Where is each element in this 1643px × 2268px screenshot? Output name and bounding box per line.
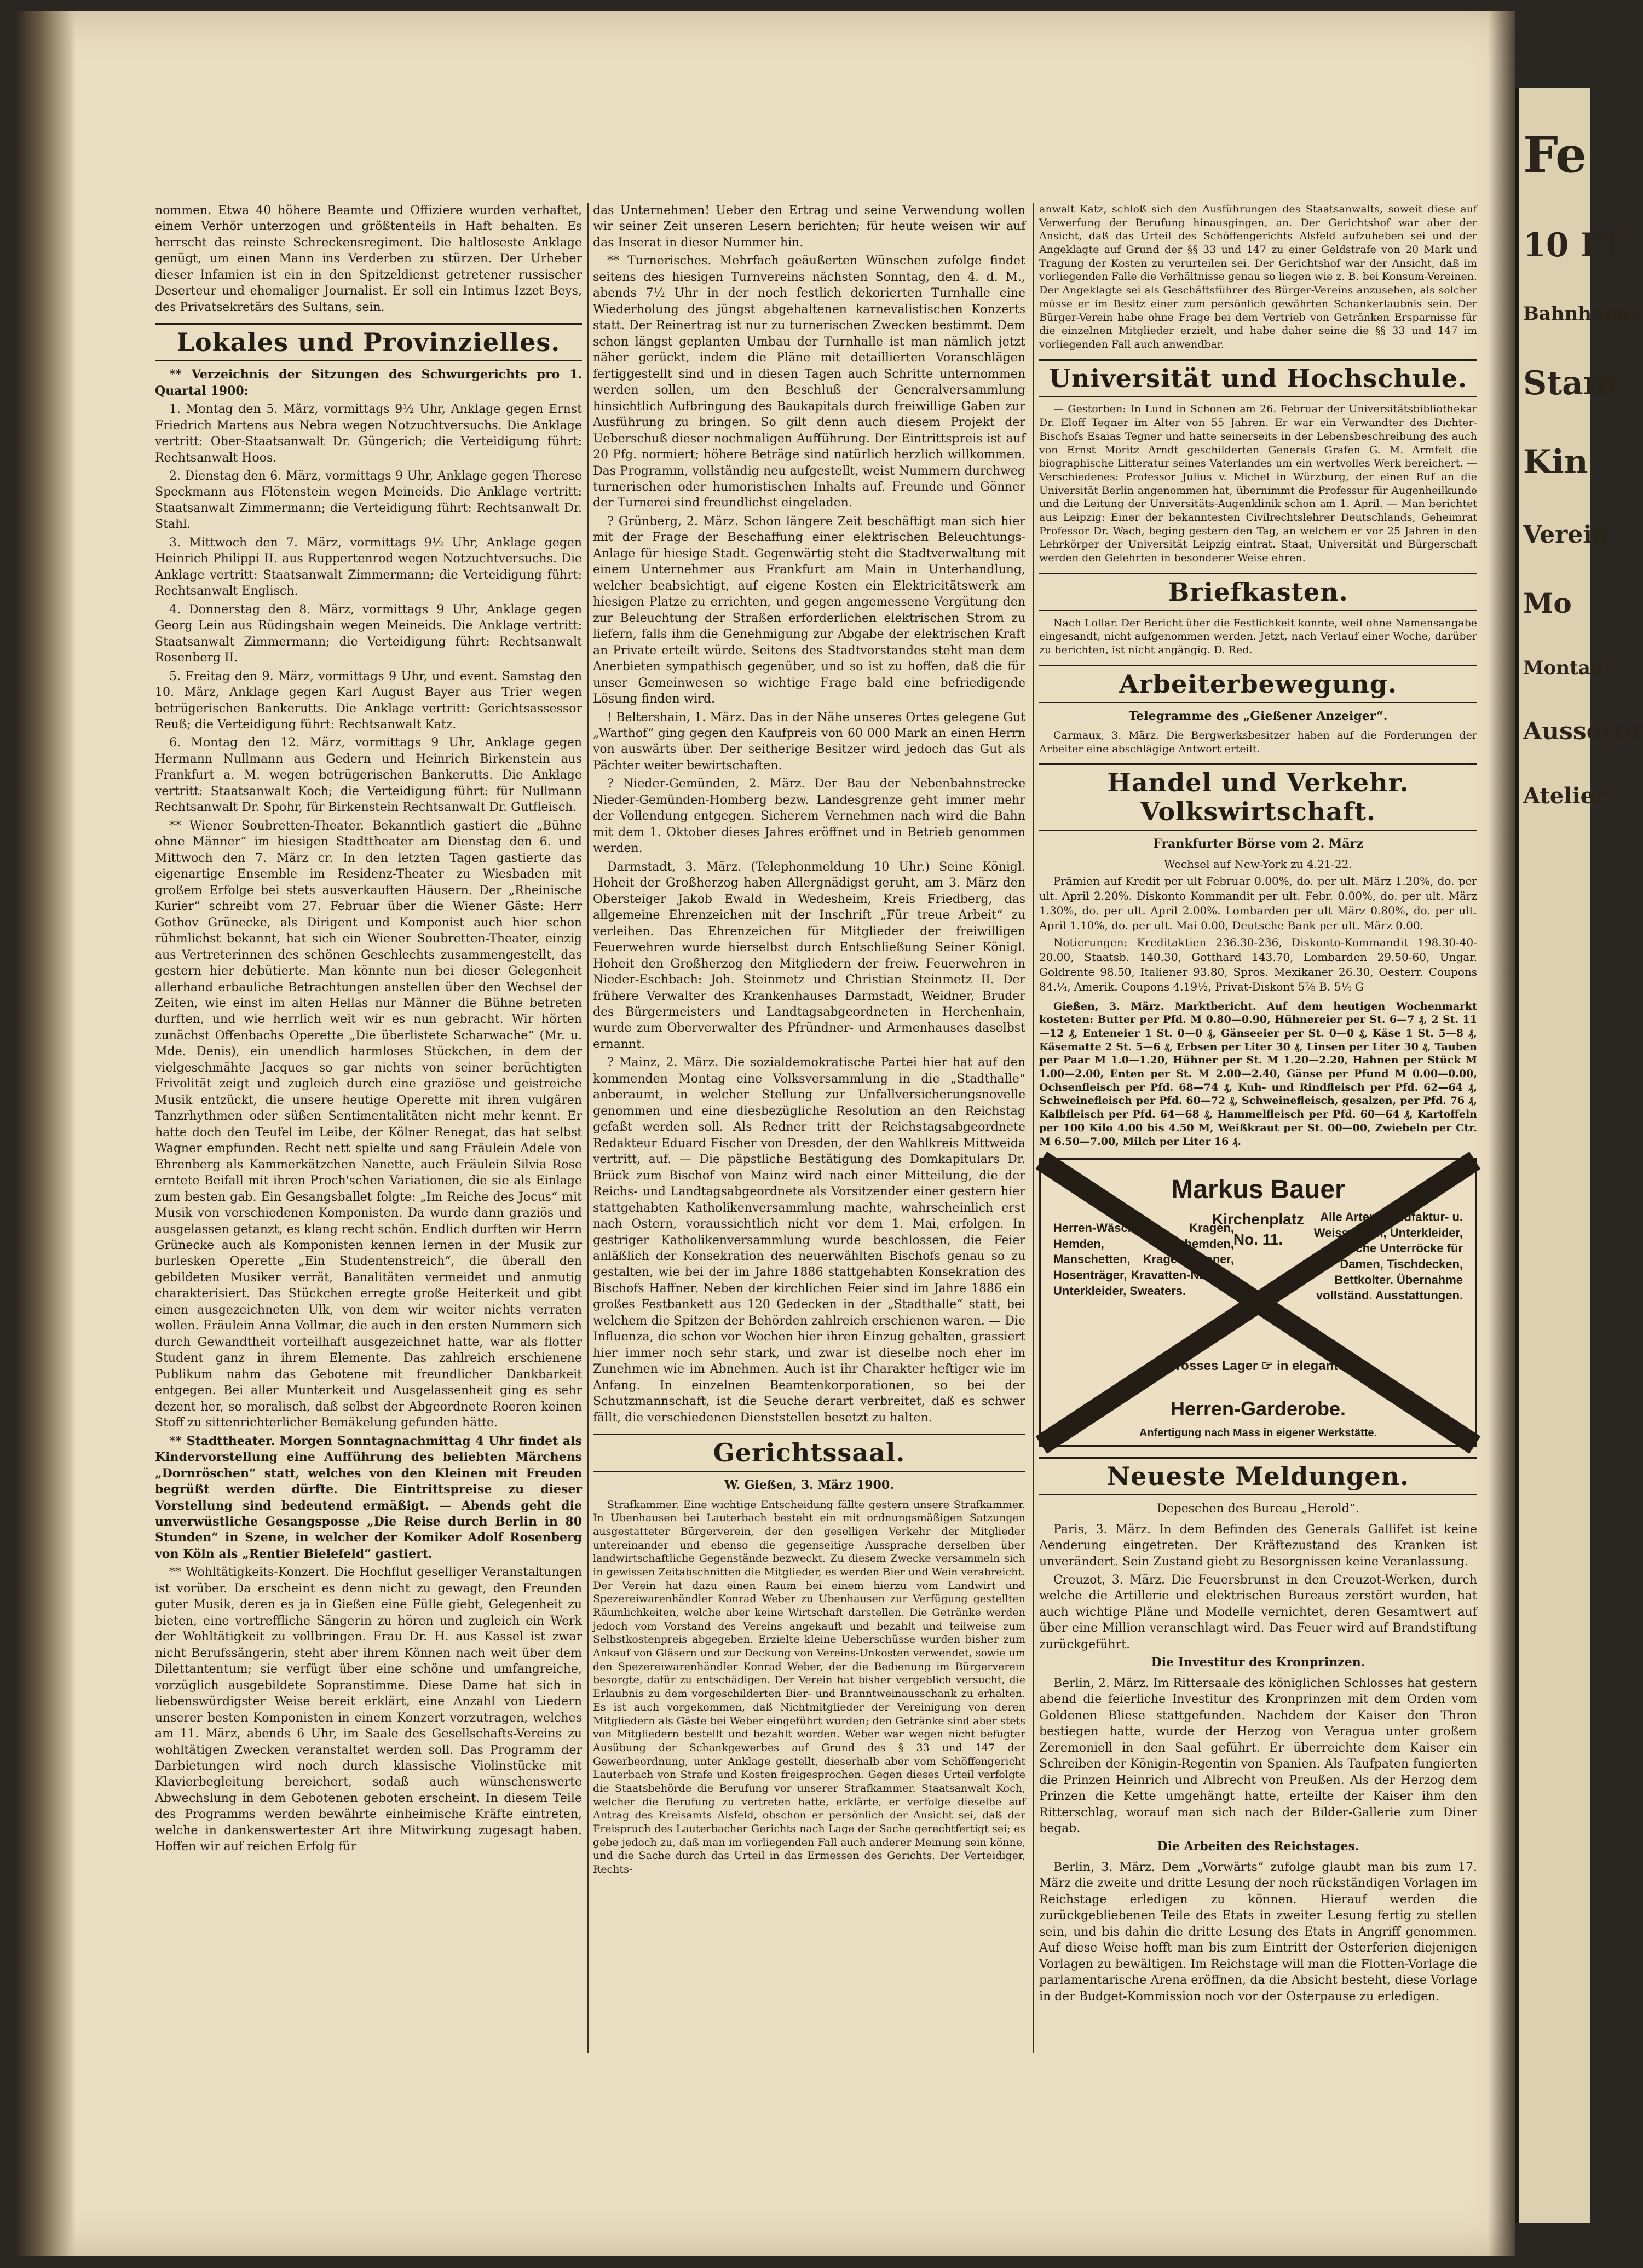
- article-reichstag: Berlin, 3. März. Dem „Vorwärts“ zufolge glaubt man bis zum 17. März die zweite und dritte Lesung der noch rückständigen Vorlagen im Reichstage erledigen zu können. Hierauf werden die zurückgebliebenen Teile des Etats in zweiter Lesung fertig zu stellen sein, und bis dahin die dritte Lesung des Etats in Angriff genommen. Auf diese Weise hofft man bis zum Eintritt der Osterferien diejenigen Vorlagen zu bewältigen. Im Reichstage will man die Flotten-Vorlage die parlamentarische Arena eröffnen, da die Absicht besteht, diese Vorlage in der Budget-Kommission noch vor der Osterpause zu erledigen.: [1039, 1860, 1477, 2004]
- next-page-fragment: 10 Pf: [1523, 226, 1619, 264]
- section-title-handel: Handel und Verkehr. Volkswirtschaft.: [1039, 763, 1477, 831]
- col1-intro: nommen. Etwa 40 höhere Beamte und Offiziere wurden verhaftet, einem Verhör unterzogen und größtenteils in Haft behalten. Es herrscht das reinste Schreckensregiment. Die haltloseste Anklage genügt, um einen Mann ins Verderben zu stürzen. Der Urheber dieser Infamien ist ein in den Spitzeldienst getretener russischer Deserteur und ehemaliger Journalist. Er soll ein Intimus Izzet Beys, des Privatsekretärs des Sultans, sein.: [155, 204, 582, 314]
- article-soubretten-theater: ** Wiener Soubretten-Theater. Bekanntlich gastiert die „Bühne ohne Männer“ im hiesigen Stadttheater am Dienstag den 6. und Mittwoch den 7. März cr. In den letzten Tagen gastierte das eigenartige Ensemble im Residenz-Theater zu Wiesbaden mit großem Erfolge bei stets ausverkauften Häusern. Der „Rheinische Kurier“ schreibt vom 27. Februar über die Wiener Gäste: Herr Gothov Grünecke, als Dirigent und Komponist auch hier schon rühmlichst bekannt, hat sich ein Wiener Soubretten-Theater, einzig aus Vertreterinnen des schönen Geschlechts zusammengestellt, das gestern hier debütierte. Man könnte nun bei dieser Gelegenheit allerhand erbauliche Betrachtungen anstellen über den Wechsel der Zeiten, wie einst im alten Hellas nur Männer die Bühne betreten durften, und wie herrlich weit wir es nun gebracht. Wir hörten zunächst Offenbachs Operette „Die überlistete Scharwache“ (Mr. u. Mde. Denis), ein unendlich harmloses Stückchen, in dem der vielgeschmähte Jacques so gar nichts von seiner berüchtigten Frivolität zeigt und zugleich durch eine graziöse und geistreiche Musik entzückt, die unsere heutige Operette mit ihren vulgären Tanzrhythmen oder süßen Sentimentalitäten nicht mehr kennt. Er hatte doch den Teufel im Leibe, der Kölner Renegat, das hat selbst Wagner empfunden. Recht nett spielte und sang Fräulein Adele von Ehrenberg als Kammerkätzchen Nanette, auch Fräulein Silvia Rose erntete Beifall mit ihren Proch'schen Variationen, die sie als Einlage zum besten gab. Ein Gesangsballet folgte: „Im Reiche des Jocus“ mit Musik von verschiedenen Komponisten. Da wurde dann graziös und ausgelassen getanzt, es klang recht schön. Endlich durften wir Herrn Grünecke auch als Komponisten kennen lernen in der Musik zur burlesken Operette „Ein Studentenstreich“, die überall den gebildeten Musiker verrät, Banalitäten vermeidet und anmutig charakterisiert. Das Stückchen erregte große Heiterkeit und gibt einen ausgezeichneten Ulk, von dem wir weiter nichts verraten wollen. Fräulein Anna Vollmar, die auch in den ersten Nummern sich durch Gewandtheit vorteilhaft ausgezeichnet hatte, war als flotter Student ganz in ihrem Elemente. Das zahlreich erschienene Publikum nahm das Gebotene mit freundlicher Dankbarkeit entgegen. Bei aller Munterkeit und Ausgelassenheit ging es sehr dezent her, so moralisch, daß selbst der Abgeordnete Roeren keinen Stoff zu sittenrichterlicher Bemäkelung gefunden hätte.: [155, 819, 582, 1430]
- article-beltershain: ! Beltershain, 1. März. Das in der Nähe unseres Ortes gelegene Gut „Warthof“ ging gegen den Kaufpreis von 60 000 Mark an einen Herrn von auswärts über. Der seitherige Besitzer wird jedoch das Gut als Pächter weiter bewirtschaften.: [593, 710, 1025, 773]
- ad-banner: Herren-Garderobe.: [1170, 1397, 1346, 1420]
- boerse-quotes: [1039, 857, 1477, 994]
- sitzung-item: 1. Montag den 5. März, vormittags 9½ Uhr, Anklage gegen Ernst Friedrich Martens aus Nebra wegen Notzuchtversuchs. Die Anklage vertritt: Ober-Staatsanwalt Dr. Güngerich; die Verteidigung führt: Rechtsanwalt Hoos.: [155, 402, 582, 465]
- section-title-lokales: Lokales und Provinzielles.: [155, 323, 582, 361]
- boerse-title: Frankfurter Börse vom 2. März: [1153, 837, 1363, 851]
- next-page-fragment: Bahnhofstr: [1523, 303, 1641, 325]
- verzeichnis-heading: ** Verzeichnis der Sitzungen des Schwurgerichts pro 1. Quartal 1900:: [155, 367, 582, 398]
- section-title-neueste-meldungen: Neueste Meldungen.: [1039, 1457, 1477, 1495]
- section-title-arbeiterbewegung: Arbeiterbewegung.: [1039, 665, 1477, 703]
- col2-intro: das Unternehmen! Ueber den Ertrag und seine Verwendung wollen wir seiner Zeit unseren Lesern berichten; für heute weisen wir auf das Inserat in dieser Nummer hin.: [593, 204, 1025, 250]
- ad-center-text: Grosses Lager ☞ in eleganter: [1166, 1359, 1351, 1374]
- page-edge-shadow: [1488, 11, 1515, 2256]
- section-title-gerichtssaal: Gerichtssaal.: [593, 1434, 1025, 1472]
- article-darmstadt: Darmstadt, 3. März. (Telephonmeldung 10 Uhr.) Seine Königl. Hoheit der Großherzog haben Allergnädigst geruht, am 3. März den Obersteiger Jakob Ewald in Wedesheim, Kreis Friedberg, das allgemeine Ehrenzeichen mit der Inschrift „Für treue Arbeit“ zu verleihen. Das Ehrenzeichen für Mitglieder der freiwilligen Feuerwehren wurde hierselbst durch Entschließung Seiner Königl. Hoheit den Großherzog den Mitgliedern der freiw. Feuerwehren in Nieder-Eschbach: Joh. Steinmetz und Christian Steinmetz II. Der frühere Verwalter des Krankenhauses Darmstadt, Weidner, Bruder des Bürgermeisters und Landtagsabgeordneten in Herchenhain, wurde zum Oberverwalter des Pfründner- und Armenhauses daselbst ernannt.: [593, 860, 1025, 1051]
- section-title-briefkasten: Briefkasten.: [1039, 573, 1477, 611]
- sitzung-item: 5. Freitag den 9. März, vormittags 9 Uhr, und event. Samstag den 10. März, Anklage gegen Karl August Bayer aus Trier wegen betrügerischen Bankerutts. Die Anklage vertritt: Gerichtsassessor Reuß; die Verteidigung führt: Rechtsanwalt Katz.: [155, 669, 582, 732]
- article-marktbericht: Gießen, 3. März. Marktbericht. Auf dem heutigen Wochenmarkt kosteten: Butter per Pfd. M 0.80—0.90, Hühnereier per St. 6—7 ₰, 2 St. 11—12 ₰, Enteneier 1 St. 0—0 ₰, Gänseeier per St. 0—0 ₰, Käse 1 St. 5—8 ₰, Käsematte 2 St. 5—6 ₰, Erbsen per Liter 30 ₰, Linsen per Liter 30 ₰, Tauben per Paar M 1.0—1.20, Hühner per St. M 1.20—2.20, Hahnen per Stück M 1.00—2.00, Enten per St. M 2.00—2.40, Gänse per Pfund M 0.00—0.00, Ochsenfleisch per Pfd. 68—74 ₰, Kuh- und Rindfleisch per Pfd. 62—64 ₰, Schweinefleisch per Pfd. 60—72 ₰, Schweinefleisch, gesalzen, per Pfd. 76 ₰, Kalbfleisch per Pfd. 64—68 ₰, Hammelfleisch per Pfd. 60—64 ₰, Kartoffeln per 100 Kilo 4.00 bis 4.50 M, Weißkraut per St. 00—00, Zwiebeln per Ctr. M 6.50—7.00, Milch per Liter 16 ₰.: [1039, 1000, 1477, 1148]
- sitzung-item: 4. Donnerstag den 8. März, vormittags 9 Uhr, Anklage gegen Georg Lein aus Rüdingshain wegen Meineids. Die Anklage vertritt: Staatsanwalt Zimmermann; die Verteidigung führt: Rechtsanwalt Rosenberg II.: [155, 602, 582, 665]
- column-2: [593, 203, 1025, 2048]
- gericht-dateline: W. Gießen, 3. März 1900.: [724, 1478, 894, 1493]
- column-1: [155, 203, 582, 2048]
- advertisement-markus-bauer: [1039, 1158, 1477, 1447]
- next-page-fragment: Atelier: [1523, 783, 1606, 809]
- next-page-fragment: Ausseror: [1523, 717, 1643, 745]
- ad-number: No. 11.: [1233, 1230, 1283, 1248]
- article-gruenberg: ? Grünberg, 2. März. Schon längere Zeit beschäftigt man sich hier mit der Frage der Beschaffung einer elektrischen Beleuchtungs-Anlage für hiesige Stadt. Gegenwärtig steht die Stadtverwaltung mit einem Unternehmer aus Frankfurt am Main in Unterhandlung, welcher beabsichtigt, auf eigene Kosten ein Elektricitätswerk am hiesigen Platze zu errichten, und gegen angemessene Vergütung den zur Beleuchtung der Straßen erforderlichen elektrischen Strom zu liefern, falls ihm die Genehmigung zur Abgabe der elektrischen Kraft an Private erteilt würde. Seitens des Stadtvorstandes steht man dem Anerbieten sympathisch gegenüber, und so ist zu hoffen, daß die für unser Gemeinwesen so wichtige Frage bald eine befriedigende Lösung finden wird.: [593, 514, 1025, 706]
- article-carmaux: Carmaux, 3. März. Die Bergwerksbesitzer haben auf die Forderungen der Arbeiter eine abschlägige Antwort erteilt.: [1039, 729, 1477, 755]
- next-page-fragment: Kin: [1523, 442, 1588, 481]
- arbeiter-subhead: Telegramme des „Gießener Anzeiger“.: [1128, 709, 1388, 723]
- column-rule: [1033, 203, 1034, 2053]
- next-page-fragment: Montag: [1523, 657, 1604, 680]
- sitzung-item: 2. Dienstag den 6. März, vormittags 9 Uhr, Anklage gegen Therese Speckmann aus Flötenstein wegen Meineids. Die Anklage vertritt: Staatsanwalt Zimmermann; die Verteidigung führt: Rechtsanwalt Dr. Stahl.: [155, 469, 582, 532]
- investitur-heading: Die Investitur des Kronprinzen.: [1151, 1655, 1365, 1670]
- reichstag-heading: Die Arbeiten des Reichstages.: [1157, 1839, 1359, 1854]
- ad-street: Kirchenplatz: [1212, 1211, 1305, 1228]
- newspaper-page: [15, 11, 1515, 2256]
- article-wohltaetigkeits-konzert: ** Wohltätigkeits-Konzert. Die Hochflut geselliger Veranstaltungen ist vorüber. Da erscheint es denn nicht zu gewagt, den Freunden guter Musik, deren es ja in Gießen eine Fülle giebt, Gelegenheit zu bieten, eine vortreffliche Sängerin zu hören und zugleich ein Werk der Wohltätigkeit zu vollbringen. Frau Dr. H. aus Kassel ist zwar nicht Berufssängerin, steht aber ihrem Können nach weit über dem Dilettantentum; sie verfügt über eine schöne und umfangreiche, vorzüglich ausgebildete Sopranstimme. Diese Dame hat sich in liebenswürdigster Weise bereit erklärt, eine Anzahl von Liedern unserer besten Komponisten in einem Konzert vorzutragen, welches am 11. März, abends 6 Uhr, im Saale des Gesellschafts-Vereins zu wohltätigen Zwecken veranstaltet werden soll. Das Programm der Darbietungen wird noch durch klassische Violinstücke mit Klavierbegleitung bereichert, sodaß auch wünschenswerte Abwechslung in dem Gebotenen geboten erscheint. In diesem Teile des Programms werden bewährte einheimische Kräfte eintreten, welche in dankenswertester Art ihre Mitwirkung zugesagt haben. Hoffen wir auf reichen Erfolg für: [155, 1565, 582, 1854]
- article-investitur: Berlin, 2. März. Im Rittersaale des königlichen Schlosses hat gestern abend die feierliche Investitur des Kronprinzen mit dem Orden vom Goldenen Bliese stattgefunden. Nachdem der Kaiser den Thron bestiegen hatte, wurde der Herzog von Veragua unter großem Zeremoniell in den Saal geführt. Er überreichte dem Kaiser ein Schreiben der Königin-Regentin von Spanien. Als Taufpaten fungierten die Prinzen Heinrich und Albrecht von Preußen. Als der Herzog dem Prinzen die Kette umgehängt hatte, erteilte der Kaiser ihm den Ritterschlag, worauf man sich nach der Bilder-Gallerie zum Diner begab.: [1039, 1676, 1477, 1835]
- ad-right-list: Alle Arten Manufaktur- u. Weisswaren, Unterkleider, Wäsche Unterröcke für Damen, Tischdecken, Bettkolter. Übernahme vollständ. Ausstattungen.: [1313, 1210, 1463, 1303]
- article-mainz: ? Mainz, 2. März. Die sozialdemokratische Partei hier hat auf den kommenden Montag eine Volksversammlung in die „Stadthalle“ anberaumt, in welcher Stellung zur Unfallversicherungsnovelle genommen und eine diesbezügliche Resolution an den Reichstag gefaßt werden soll. Als Redner tritt der Reichstagsabgeordnete Redakteur Eduard Fischer von Dresden, der den Wahlkreis Mittweida vertritt, auf. — Die päpstliche Bestätigung des Domkapitulars Dr. Brück zum Bischof von Mainz wird nach einer Mitteilung, die der Reichs- und Landtagsabgeordnete als Vorsitzender einer gestern hier stattgehabten Katholikenversammlung machte, wahrscheinlich erst nach Ostern, voraussichtlich nicht vor dem 1. Mai, erfolgen. In gestriger Katholikenversammlung wurde beschlossen, die Feier anläßlich der Konsekration des neuerwählten Bischofs genau so zu gestalten, wie bei der im Jahre 1886 stattgehabten Konsekration des Bischofs Haffner. Neben der kirchlichen Feier sind im Jahre 1886 ein großes Festbankett aus 120 Gedecken in der „Stadthalle“ statt, bei welchem die Spitzen der Behörden zahlreich erschienen waren. — Die Influenza, die schon vor Wochen hier ihren Einzug gehalten, grassiert hier immer noch sehr stark, und zwar ist dieselbe noch eher im Zunehmen wie im Abnehmen. Auch ist ihr Charakter heftiger wie im Anfang. In einzelnen Beamtenkorporationen, so bei der Schutzmannschaft, ist die Seuche derart verbreitet, daß es schwer fällt, die verschiedenen Dienststellen besetzt zu halten.: [593, 1056, 1025, 1425]
- boerse-line: Wechsel auf New-York zu 4.21-22.: [1164, 857, 1352, 871]
- column-3: [1039, 203, 1477, 2048]
- col3-intro: anwalt Katz, schloß sich den Ausführungen des Staatsanwalts, soweit diese auf Verwerfung der Berufung hinausgingen, an. Der Gerichtshof war aber der Ansicht, daß das Urteil des Schöffengerichts Alsfeld aufzuheben sei und der Angeklagte auf Grund der §§ 33 und 147 zu einer Geldstrafe von 20 Mark und Tragung der Kosten zu verurteilen sei. Der Gerichtshof war der Ansicht, daß im vorliegenden Falle die Verhältnisse genau so liegen wie z. B. bei Konsum-Vereinen. Der Angeklagte sei als Geschäftsführer des Bürger-Vereins anzusehen, als solcher müsse er im Besitz einer zum persönlich gewährten Schankerlaubnis sein. Der Bürger-Verein habe ohne Frage bei dem Vertrieb von Getränken Ersparnisse für die einzelnen Mitglieder erzielt, und habe daher seine die §§ 33 und 147 im vorliegenden Fall auch anwendbar.: [1039, 203, 1477, 350]
- article-creuzot: Creuzot, 3. März. Die Feuersbrunst in den Creuzot-Werken, durch welche die Artillerie und elektrischen Bureaus zerstört wurden, hat auch wichtige Pläne und Modelle vernichtet, deren Gesamtwert auf über eine Million veranschlagt wird. Das Feuer wird auf Brandstiftung zurückgeführt.: [1039, 1573, 1477, 1651]
- next-page-fragment: Stam: [1523, 364, 1618, 402]
- adjacent-page-fragment: [1515, 88, 1643, 2223]
- article-turnerisches: ** Turnerisches. Mehrfach geäußerten Wünschen zufolge findet seitens des hiesigen Turnvereins nächsten Sonntag, den 4. d. M., abends 7½ Uhr in der noch festlich dekorierten Turnhalle eine Wiederholung des jüngst abgehaltenen karnevalistischen Konzerts statt. Der Reinertrag ist nur zu turnerischen Zwecken bestimmt. Dem schon längst geplanten Umbau der Turnhalle ist man nämlich jetzt näher gerückt, indem die Pläne mit detaillierten Voranschlägen fertiggestellt sind und in diesen Tagen auch Schritte unternommen werden sollen, um den Beschluß der Generalversammlung hinsichtlich Aufbringung des Baukapitals durch freiwillige Gaben zur Ausführung zu bringen. So gilt denn auch diesem Projekt der Ueberschuß dieser nochmaligen Aufführung. Der Eintrittspreis ist auf 20 Pfg. normiert; höhere Beträge sind natürlich herzlich willkommen. Das Programm, vollständig neu aufgestellt, weist Nummern durchweg turnerischen oder humoristischen Inhalts auf. Freunde und Gönner der Turnerei sind freundlichst eingeladen.: [593, 254, 1025, 510]
- next-page-fragment: Verein: [1523, 520, 1610, 549]
- ad-left-list: Herren-Wäsche, Kragen, Hemden, Vorhemden, Manschetten, Kragenschoner, Hosenträger, Kravatten-Nadeln, Unterkleider, Sweaters.: [1053, 1221, 1234, 1298]
- boerse-line: Notierungen: Kreditaktien 236.30-236, Diskonto-Kommandit 198.30-40-20.00, Staatsb. 140.30, Gotthard 143.70, Lombarden 29.50-60, Ungar. Goldrente 98.50, Italiener 93.80, Spros. Mexikaner 26.30, Oesterr. Coupons 84.¼, Amerik. Coupons 4.19½, Privat-Diskont 5⅞ B. 5¼ G: [1039, 935, 1477, 993]
- column-rule: [587, 203, 589, 2053]
- article-universitaet: — Gestorben: In Lund in Schonen am 26. Februar der Universitätsbibliothekar Dr. Eloff Tegner im Alter von 55 Jahren. Er war ein Verwandter des Dichter-Bischofs Esaias Tegner und hatte seinerseits in der Lebensbeschreibung des auch von Ernst Moritz Arndt geschilderten Generals Grafen G. M. Armfelt die biographische Litteratur seines Vaterlandes um ein wertvolles Werk bereichert. — Verschiedenes: Professor Julius v. Michel in Würzburg, der einen Ruf an die Universität Berlin angenommen hat, übernimmt die Professur für Augenheilkunde und die Leitung der Universitäts-Augenklinik schon am 1. April. — Man berichtet aus Leipzig: Einer der bekanntesten Civilrechtslehrer Deutschlands, Geheimrat Professor Dr. Wach, beging gestern den Tag, an welchem er vor 25 Jahren in den Lehrkörper der Universität Leipzig eintrat. Staat, Universität und Bürgerschaft werden den Gelehrten in besonderer Weise ehren.: [1039, 403, 1477, 565]
- binding-shadow: [15, 11, 76, 2256]
- article-paris: Paris, 3. März. In dem Befinden des Generals Gallifet ist keine Aenderung eingetreten. Der Kräftezustand des Kranken ist unverändert. Sein Zustand giebt zu Besorgnissen keine Veranlassung.: [1039, 1522, 1477, 1569]
- ad-footer: Anfertigung nach Mass in eigener Werkstätte.: [1139, 1427, 1377, 1440]
- article-strafkammer: Strafkammer. Eine wichtige Entscheidung fällte gestern unsere Strafkammer. In Ubenhausen bei Lauterbach besteht ein mit ordnungsmäßigen Satzungen ausgestatteter Bürgerverein, der den geselligen Verkehr der Mitglieder untereinander und ebenso die gegenseitige Aussprache derselben über landwirtschaftliche Gegenstände bezweckt. Zu diesem Zwecke versammeln sich in gewissen Zeitabschnitten die Mitglieder, es werden Bier und Wein verabreicht. Der Verein hat dazu einen Raum bei einem hierzu vom Landwirt und Spezereiwarenhändler Konrad Weber zu Ubenhausen zur Verfügung gestellten Räumlichkeiten, welche aber keine Wirtschaft darstellen. Die Getränke werden jedoch vom Vorstand des Vereins angekauft und bezahlt und teilweise zum Selbstkostenpreis abgegeben. Erzielte kleine Ueberschüsse wurden bisher zum Ankauf von Gläsern und zur Deckung von Vereins-Unkosten verwendet, sowie um den Spezereiwarenhändler Konrad Weber, der die Bedienung im Bürgerverein besorgte, dafür zu entschädigen. Der Verein hat bisher vergeblich versucht, die Erlaubnis zu dem vorgeschilderten Bier- und Branntweinausschank zu erhalten. Es ist auch vorgekommen, daß Nichtmitglieder der Vereinigung von deren Mitgliedern als Gäste bei Weber eingeführt wurden; den Getränke sind aber stets von Mitgliedern bestellt und bezahlt worden. Weber war wegen nicht befugter Ausübung der Schankgewerbes auf Grund des § 33 und 147 der Gewerbeordnung, unter Anklage gestellt, dieserhalb aber vom Schöffengericht Lauterbach von Strafe und Kosten freigesprochen. Gegen dieses Urteil verfolgte die Staatsbehörde die Berufung vor unserer Strafkammer. Staatsanwalt Koch, welcher die Berufung zu vertreten hatte, erklärte, er verfolge dieselbe auf Antrag des Kreisamts Alsfeld, obschon er persönlich der Ansicht sei, daß der Freispruch des Lauterbacher Gerichts nach Lage der Sache gerechtfertigt sei; es gebe jedoch zu, daß man im vorliegenden Fall auch anderer Meinung sein könne, und die Sache durch das Urteil in das Ermessen des Gerichts. Der Verteidiger, Rechts-: [593, 1498, 1025, 1876]
- article-nieder-gemuenden: ? Nieder-Gemünden, 2. März. Der Bau der Nebenbahnstrecke Nieder-Gemünden-Homberg bezw. Landesgrenze geht immer mehr der Vollendung entgegen. Sicherem Vernehmen nach wird die Bahn mit dem 1. Oktober dieses Jahres eröffnet und in Betrieb genommen werden.: [593, 777, 1025, 856]
- article-briefkasten: Nach Lollar. Der Bericht über die Festlichkeit konnte, weil ohne Namensangabe eingesandt, nicht aufgenommen werden. Jetzt, nach Verlauf einer Woche, darüber zu berichten, ist nicht angängig. D. Red.: [1039, 617, 1477, 656]
- sitzung-item: 6. Montag den 12. März, vormittags 9 Uhr, Anklage gegen Hermann Nullmann aus Gedern und Heinrich Birkenstein aus Frankfurt a. M. wegen betrügerischen Bankerutts. Die Anklage vertritt: Staatsanwalt Koch; die Verteidigung führt: für Nullmann Rechtsanwalt Dr. Spohr, für Birkenstein Rechtsanwalt Dr. Gutfleisch.: [155, 736, 582, 815]
- boerse-line: Prämien auf Kredit per ult Februar 0.00%, do. per ult. März 1.20%, do. per ult. April 2.20%. Diskonto Kommandit per ult. Febr. 0.00%, do. per ult. März 1.30%, do. per ult. April 2.00%. Lombarden per ult März 0.80%, do. per ult. April 1.10%, do. per ult. Mai 0.00, Deutsche Bank per ult. März 0.00.: [1039, 874, 1477, 932]
- article-stadttheater: ** Stadttheater. Morgen Sonntagnachmittag 4 Uhr findet als Kindervorstellung eine Aufführung des beliebten Märchens „Dornröschen“ statt, welches von den Kleinen mit Freuden begrüßt werden dürfte. Die Eintrittspreise zu dieser Vorstellung sind bedeutend ermäßigt. — Abends geht die unverwüstliche Gesangsposse „Die Reise durch Berlin in 80 Stunden“ in Szene, in welcher der Komiker Adolf Rosenberg von Köln als „Rentier Bielefeld“ gastiert.: [155, 1434, 582, 1561]
- neueste-subhead: Depeschen des Bureau „Herold“.: [1157, 1502, 1359, 1516]
- sitzung-item: 3. Mittwoch den 7. März, vormittags 9½ Uhr, Anklage gegen Heinrich Philippi II. aus Ruppertenrod wegen Notzuchtversuchs. Die Anklage vertritt: Staatsanwalt Zimmermann; die Verteidigung führt: Rechtsanwalt Englisch.: [155, 536, 582, 598]
- next-page-fragment: Mo: [1523, 587, 1572, 620]
- next-page-fragment: Fe: [1523, 126, 1587, 184]
- section-title-universitaet: Universität und Hochschule.: [1039, 359, 1477, 398]
- ad-company-name: Markus Bauer: [1160, 1172, 1357, 1207]
